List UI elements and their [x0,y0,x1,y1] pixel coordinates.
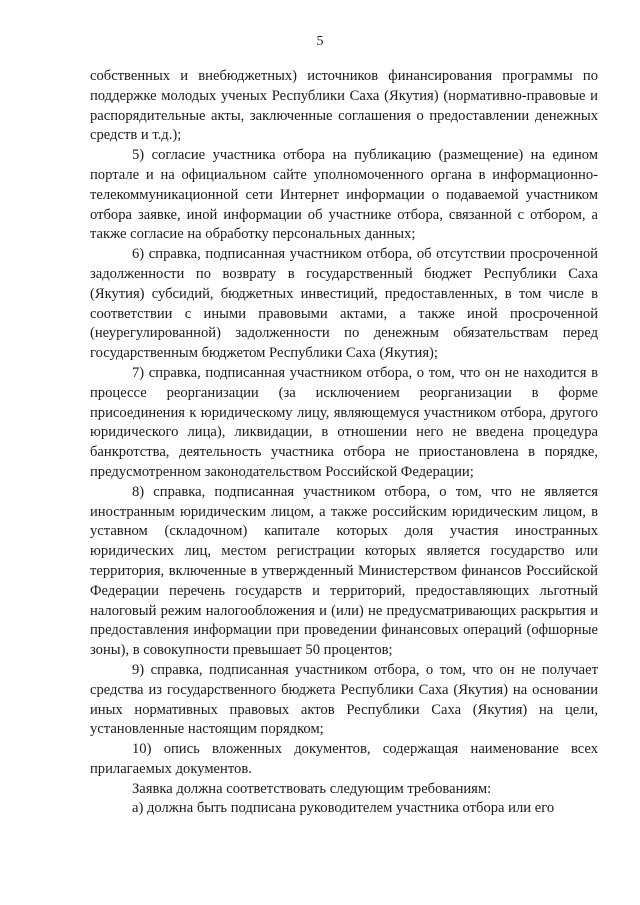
paragraph-requirement-a: а) должна быть подписана руководителем участника отбора или его [132,800,555,817]
paragraph-item-5-consent: 5) согласие участника отбора на публикацию (размещение) на едином портале и на официальном сайте уполномоченного органа в информационно-телекоммуникационной сети Интернет информации о подаваемой участником отбора заявке, иной информации об участнике отбора, связанной с отбором, а также согласие на обработку персональных данных; [90,147,598,243]
paragraph-item-7-reorganization-certificate: 7) справка, подписанная участником отбора, о том, что он не находится в процессе реорганизации (за исключением реорганизации в форме присоединения к юридическому лицу, являющемуся участником отбора, другого юридического лица), ликвидации, в отношении него не введена процедура банкротства, деятельность участника отбора не приостановлена в порядке, предусмотренном законодательством Российской Федерации; [90,364,598,480]
paragraph-item-9-budget-funds-certificate: 9) справка, подписанная участником отбора, о том, что он не получает средства из государственного бюджета Республики Саха (Якутия) на основании иных нормативных правовых актов Республики Саха (Якутия) на цели, установленные настоящим порядком; [90,661,598,738]
document-body [90,67,598,819]
paragraph-item-10-inventory: 10) опись вложенных документов, содержащая наименование всех прилагаемых документов. [90,741,598,777]
page-number: 5 [316,34,324,49]
paragraph-continuation: собственных и внебюджетных) источников финансирования программы по поддержке молодых ученых Республики Саха (Якутия) (нормативно-правовые и распорядительные акты, заключенные соглашения о предоставлении денежных средств и т.д.); [90,68,598,144]
paragraph-item-6-debt-certificate: 6) справка, подписанная участником отбора, об отсутствии просроченной задолженности по возврату в государственный бюджет Республики Саха (Якутия) субсидий, бюджетных инвестиций, предоставленных, в том числе в соответствии с иными правовыми актами, а также иной просроченной (неурегулированной) задолженности по денежным обязательствам перед государственным бюджетом Республики Саха (Якутия); [90,246,598,362]
paragraph-requirements-intro: Заявка должна соответствовать следующим требованиям: [132,780,492,797]
paragraph-item-8-foreign-entity-certificate: 8) справка, подписанная участником отбора, о том, что не является иностранным юридическим лицом, а также российским юридическим лицом, в уставном (складочном) капитале которых доля участия иностранных юридических лиц, местом регистрации которых является государство или территория, включенные в утвержденный Министерством финансов Российской Федерации перечень государств и территорий, предоставляющих льготный налоговый режим налогообложения и (или) не предусматривающих раскрытия и предоставления информации при проведении финансовых операций (офшорные зоны), в совокупности превышает 50 процентов; [90,483,598,659]
